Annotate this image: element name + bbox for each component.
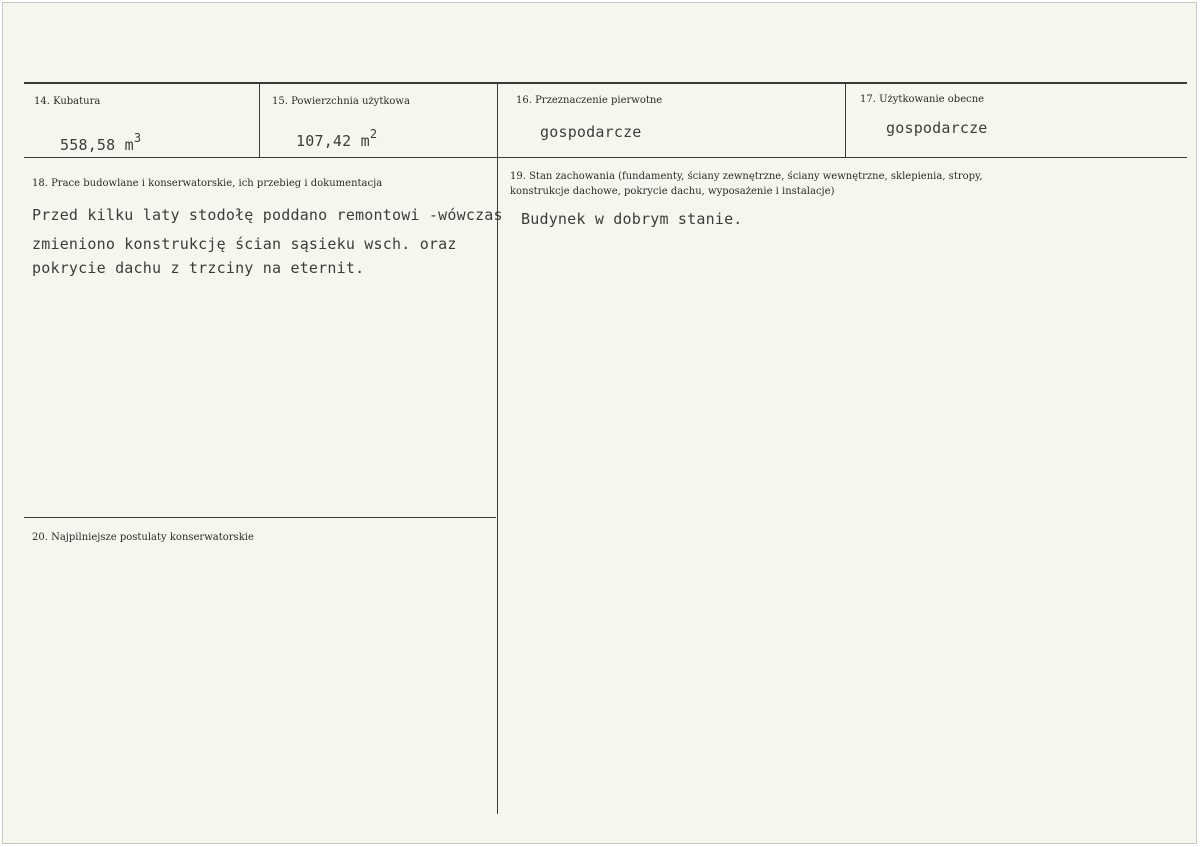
kubatura-label: 14. Kubatura [34, 96, 101, 107]
stan-label-line-1: 19. Stan zachowania (fundamenty, ściany zewnętrzne, ściany wewnętrzne, sklepienia, stropy, [510, 171, 983, 182]
col-divider-16-17 [845, 84, 846, 158]
postulaty-label: 20. Najpilniejsze postulaty konserwatorskie [32, 532, 254, 543]
przeznaczenie-label: 16. Przeznaczenie pierwotne [516, 95, 663, 106]
powierzchnia-label: 15. Powierzchnia użytkowa [272, 96, 410, 107]
prace-label: 18. Prace budowlane i konserwatorskie, ich przebieg i dokumentacja [32, 178, 383, 189]
kubatura-value [60, 126, 141, 159]
section-18-20-divider [24, 517, 496, 518]
col-divider-14-15 [259, 84, 260, 158]
powierzchnia-number: 107,42 m [296, 132, 370, 150]
przeznaczenie-value: gospodarcze [540, 123, 642, 141]
stan-label-line-2: konstrukcje dachowe, pokrycie dachu, wyposażenie i instalacje) [510, 186, 835, 197]
row-divider-rule [24, 157, 1187, 158]
prace-line-1: Przed kilku laty stodołę poddano remontowi -wówczas [32, 206, 503, 224]
powierzchnia-value [296, 122, 377, 155]
prace-line-3: pokrycie dachu z trzciny na eternit. [32, 259, 365, 277]
col-divider-15-16 [497, 84, 498, 814]
prace-line-2: zmieniono konstrukcję ścian sąsieku wsch. oraz [32, 235, 457, 253]
uzytkowanie-value: gospodarcze [886, 119, 988, 137]
kubatura-exponent: 3 [133, 131, 142, 145]
kubatura-number: 558,58 m [60, 136, 134, 154]
uzytkowanie-label: 17. Użytkowanie obecne [860, 94, 985, 105]
powierzchnia-exponent: 2 [369, 127, 378, 141]
stan-value: Budynek w dobrym stanie. [521, 210, 743, 228]
top-rule [24, 82, 1187, 84]
